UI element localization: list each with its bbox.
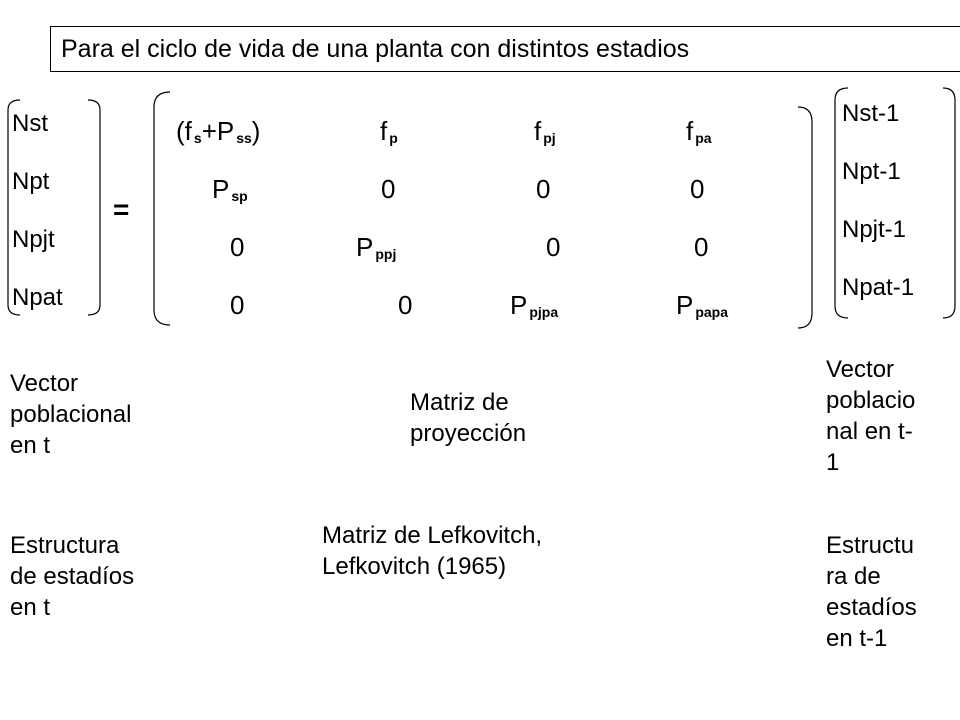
cell-subscript: s xyxy=(193,130,202,146)
cell-subscript: pj xyxy=(543,130,556,146)
matrix-cell-r4c1: 0 xyxy=(230,290,245,320)
caption-line: poblacio xyxy=(826,387,916,414)
cell-text: +P xyxy=(201,116,235,146)
caption-line: poblacional xyxy=(10,401,132,428)
right-vector-right-bracket xyxy=(943,88,955,318)
caption-line: en t xyxy=(10,594,51,621)
cell-subscript: pjpa xyxy=(529,304,559,320)
cell-subscript: ss xyxy=(236,130,252,146)
caption-line: nal en t- xyxy=(826,418,913,445)
matrix-cell-r4c4 xyxy=(676,290,728,327)
cell-base: P xyxy=(356,232,374,262)
matrix-left-bracket xyxy=(154,92,170,325)
right-structure-caption xyxy=(826,530,917,654)
caption-line: Matriz de xyxy=(410,389,509,416)
caption-line: Vector xyxy=(10,370,79,397)
right-vector-entry-4: Npat-1 xyxy=(842,274,915,301)
right-vector-entry-2: Npt-1 xyxy=(842,158,901,185)
caption-line: de estadíos xyxy=(10,563,135,590)
matrix-cell-r1c3 xyxy=(534,116,556,153)
right-vector-caption xyxy=(826,354,915,478)
caption-line: en t-1 xyxy=(826,625,888,652)
matrix-cell-r4c3 xyxy=(510,290,558,327)
caption-line: Matriz de Lefkovitch, xyxy=(322,522,543,549)
caption-line: 1 xyxy=(826,449,840,476)
caption-line: en t xyxy=(10,432,51,459)
cell-text: (f xyxy=(176,116,192,146)
right-vector-entry-3: Npjt-1 xyxy=(842,216,907,243)
left-vector-caption xyxy=(10,368,131,461)
cell-subscript: sp xyxy=(231,188,248,204)
cell-text: ) xyxy=(251,116,261,146)
matrix-cell-r4c2: 0 xyxy=(398,290,413,320)
cell-subscript: ppj xyxy=(375,246,397,262)
matrix-right-bracket xyxy=(798,107,812,328)
cell-base: P xyxy=(212,174,230,204)
matrix-cell-r2c3: 0 xyxy=(536,174,551,204)
cell-base: P xyxy=(510,290,528,320)
cell-subscript: papa xyxy=(695,304,729,320)
left-vector-right-bracket xyxy=(88,100,100,315)
left-vector-entry-1: Nst xyxy=(12,110,48,137)
matrix-cell-r3c3: 0 xyxy=(546,232,561,262)
cell-subscript: p xyxy=(389,130,398,146)
lefkovitch-caption xyxy=(322,520,542,582)
caption-line: Estructura xyxy=(10,532,120,559)
matrix-cell-r3c1: 0 xyxy=(230,232,245,262)
cell-base: P xyxy=(676,290,694,320)
caption-line: Vector xyxy=(826,356,895,383)
matrix-cell-r2c4: 0 xyxy=(690,174,705,204)
caption-line: proyección xyxy=(410,420,527,447)
cell-base: f xyxy=(534,116,542,146)
matrix-cell-r3c4: 0 xyxy=(694,232,709,262)
caption-line: ra de xyxy=(826,563,881,590)
title-box xyxy=(50,26,960,72)
matrix-cell-r1c4 xyxy=(686,116,712,153)
matrix-cell-r1c1 xyxy=(176,116,260,153)
left-vector-entry-4: Npat xyxy=(12,284,63,311)
matrix-caption xyxy=(410,387,526,449)
left-vector-entry-3: Npjt xyxy=(12,226,55,253)
left-vector-entry-2: Npt xyxy=(12,168,50,195)
equals-sign: = xyxy=(113,194,130,225)
cell-base: f xyxy=(380,116,388,146)
matrix-cell-r2c2: 0 xyxy=(381,174,396,204)
matrix-cell-r3c2 xyxy=(356,232,396,269)
matrix-cell-r2c1 xyxy=(212,174,248,211)
title-text: Para el ciclo de vida de una planta con distintos estadios xyxy=(61,35,690,63)
caption-line: Lefkovitch (1965) xyxy=(322,553,507,580)
cell-base: f xyxy=(686,116,694,146)
cell-subscript: pa xyxy=(695,130,712,146)
matrix-cell-r1c2 xyxy=(380,116,398,153)
left-structure-caption xyxy=(10,530,134,623)
caption-line: estadíos xyxy=(826,594,917,621)
caption-line: Estructu xyxy=(826,532,915,559)
right-vector-entry-1: Nst-1 xyxy=(842,100,900,127)
